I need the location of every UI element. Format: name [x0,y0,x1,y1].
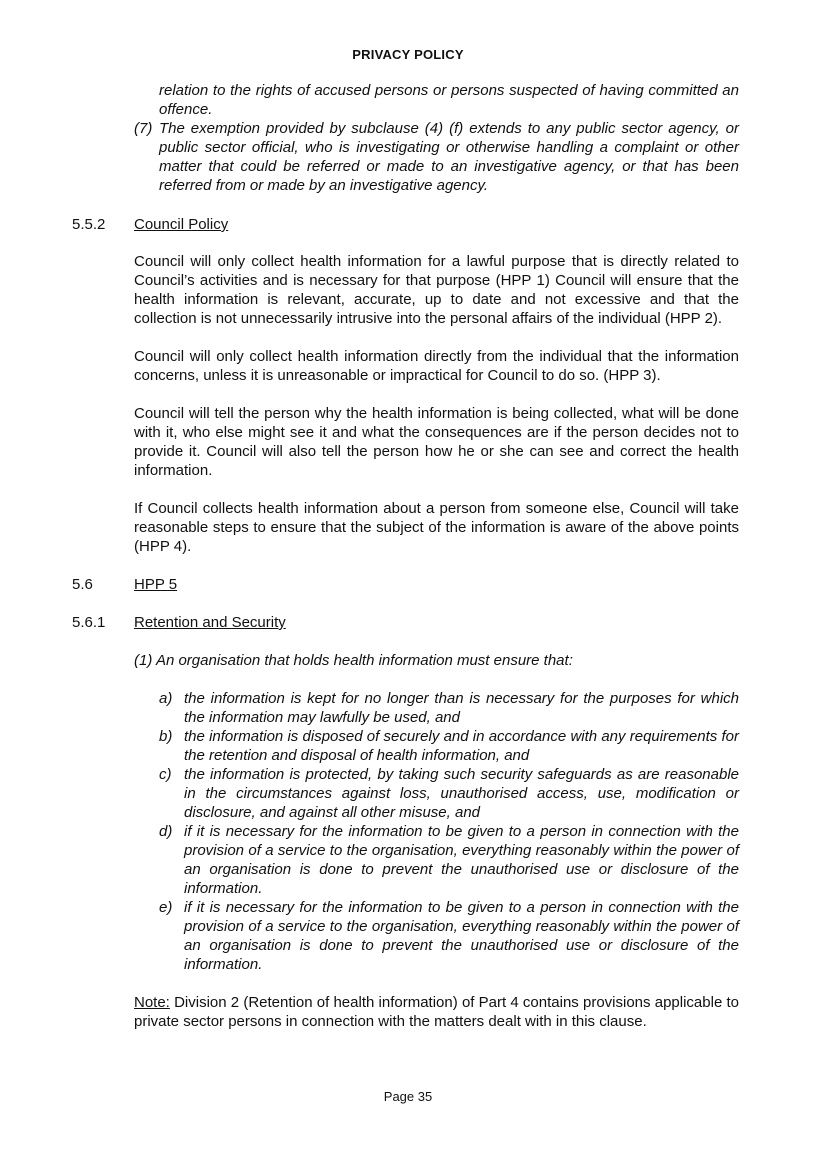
list-item-text: the information is kept for no longer than is necessary for the purposes for which the information may lawfully be used, and [184,690,739,726]
list-item [0,689,739,727]
note-paragraph [134,993,739,1031]
document-body [0,81,816,1031]
section-number: 5.6.1 [72,614,106,631]
list-item [0,898,739,974]
list-item-letter: d) [159,823,173,840]
list-item-letter: c) [159,766,172,783]
section-number: 5.5.2 [72,216,106,233]
page-number: Page 35 [383,1089,433,1104]
list-item [0,765,739,822]
section-title: Council Policy [134,216,229,233]
list-item-letter: e) [159,899,173,916]
list-item [0,727,739,765]
note-text: Division 2 (Retention of health information) of Part 4 contains provisions applicable to private sector persons in connection with the matters dealt with in this clause. [134,994,739,1030]
list-item-text: if it is necessary for the information to be given to a person in connection with the provision of a service to the organisation, everything reasonably within the power of an organisation is done to prevent the unauthorised use or disclosure of the information. [184,899,739,973]
paragraph: Council will only collect health information directly from the individual that the information concerns, unless it is unreasonable or impractical for Council to do so. (HPP 3). [134,348,739,384]
section-title: HPP 5 [134,576,178,593]
paragraph: If Council collects health information about a person from someone else, Council will take reasonable steps to ensure that the subject of the information is aware of the above points (HPP 4). [134,500,739,555]
clause-7 [0,119,739,195]
list-item-text: the information is protected, by taking such security safeguards as are reasonable in the circumstances against loss, unauthorised access, use, modification or disclosure, and against all other misuse, and [184,766,739,821]
clause-continuation: relation to the rights of accused persons or persons suspected of having committed an offence. [159,82,739,118]
list-item [0,822,739,898]
list-item-text: if it is necessary for the information to be given to a person in connection with the provision of a service to the organisation, everything reasonably within the power of an organisation is done to prevent the unauthorised use or disclosure of the information. [184,823,739,897]
section-heading-5-5-2 [0,215,816,234]
section-heading-5-6-1 [0,613,816,632]
section-number: 5.6 [72,576,93,593]
section-title: Retention and Security [134,614,286,631]
paragraph: Council will tell the person why the health information is being collected, what will be done with it, who else might see it and what the consequences are if the person decides not to provide it. Council will also tell the person how he or she can see and correct the health information. [134,405,739,479]
list-item-letter: a) [159,690,173,707]
page-header-title: PRIVACY POLICY [352,47,464,62]
clause-7-number: (7) [134,120,153,137]
list-item-text: the information is disposed of securely and in accordance with any requirements for the retention and disposal of health information, and [184,728,739,764]
clause-7-text: The exemption provided by subclause (4) (f) extends to any public sector agency, or public sector official, who is investigating or otherwise handling a complaint or other matter that could be referred or made to an investigative agency, or that has been referred from or made by an investigative agency. [159,120,739,194]
note-label: Note: [134,994,170,1011]
paragraph: Council will only collect health information for a lawful purpose that is directly related to Council’s activities and is necessary for that purpose (HPP 1) Council will ensure that the health information is relevant, accurate, up to date and not excessive and that the collection is not unnecessarily intrusive into the personal affairs of the individual (HPP 2). [134,253,739,327]
retention-lead: (1) An organisation that holds health information must ensure that: [134,652,573,669]
section-heading-5-6 [0,575,816,594]
list-item-letter: b) [159,728,173,745]
